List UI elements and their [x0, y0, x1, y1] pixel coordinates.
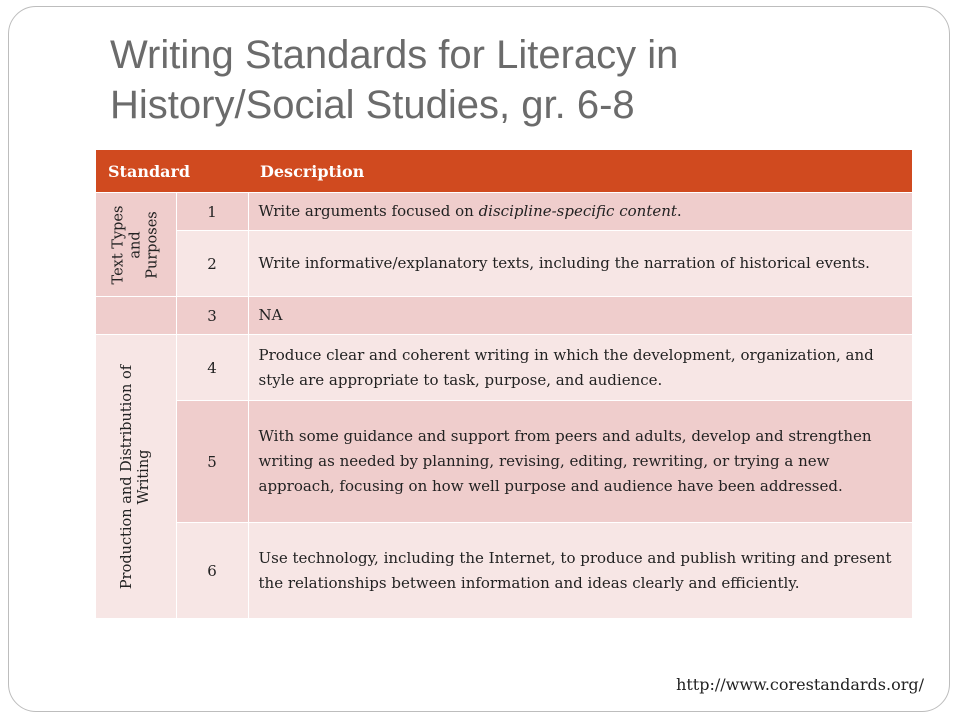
standard-description: NA	[248, 297, 912, 335]
header-standard: Standard	[96, 150, 248, 193]
standard-description	[248, 193, 912, 231]
title-line-2: History/Social Studies, gr. 6-8	[110, 83, 635, 127]
header-description: Description	[248, 150, 912, 193]
standard-description: Use technology, including the Internet, to produce and publish writing and present the relationships between information and ideas clearly and efficiently.	[248, 523, 912, 619]
standard-number: 5	[176, 401, 248, 523]
category-label: Purposes	[144, 210, 161, 279]
category-text-types	[96, 193, 176, 297]
standard-number: 4	[176, 335, 248, 401]
category-label: Production and Distribution of	[118, 364, 135, 589]
table-row	[96, 193, 912, 231]
category-label: and	[127, 230, 144, 259]
category-label: Writing	[135, 449, 152, 504]
standard-number: 2	[176, 231, 248, 297]
category-empty	[96, 297, 176, 335]
source-link[interactable]: http://www.corestandards.org/	[676, 675, 924, 694]
table-row	[96, 335, 912, 401]
table-row	[96, 523, 912, 619]
standard-description: Write informative/explanatory texts, including the narration of historical events.	[248, 231, 912, 297]
table-row	[96, 401, 912, 523]
standard-number: 1	[176, 193, 248, 231]
table-header-row	[96, 150, 912, 193]
description-emphasis: discipline-specific content	[478, 202, 677, 220]
description-text: .	[676, 202, 682, 220]
standard-description: With some guidance and support from peers and adults, develop and strengthen writing as needed by planning, revising, editing, rewriting, or trying a new approach, focusing on how well purpose and audience have been addressed.	[248, 401, 912, 523]
standard-description: Produce clear and coherent writing in which the development, organization, and style are appropriate to task, purpose, and audience.	[248, 335, 912, 401]
standards-table	[96, 150, 912, 619]
category-production	[96, 335, 176, 619]
standard-number: 3	[176, 297, 248, 335]
title-line-1: Writing Standards for Literacy in	[110, 33, 679, 77]
standard-number: 6	[176, 523, 248, 619]
slide-title	[110, 30, 910, 130]
table-row	[96, 231, 912, 297]
category-label: Text Types	[110, 205, 127, 284]
table-row	[96, 297, 912, 335]
description-text: Write arguments focused on	[258, 202, 479, 220]
